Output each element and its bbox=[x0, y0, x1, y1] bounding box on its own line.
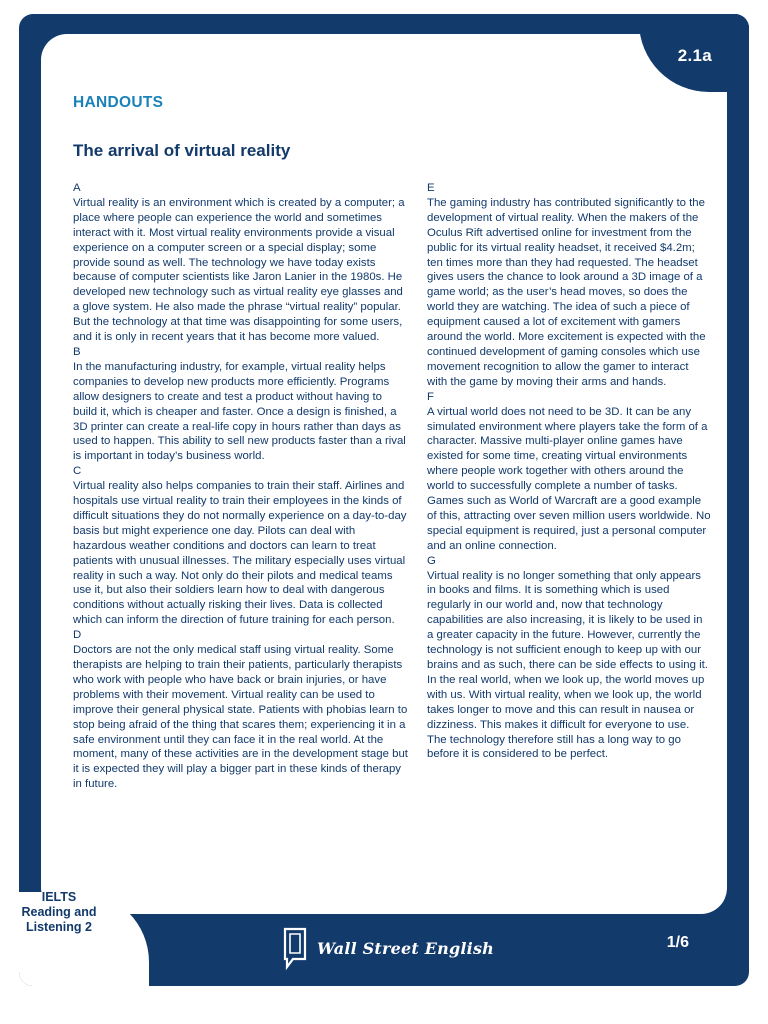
section-text: In the manufacturing industry, for example, virtual reality helps companies to develop new products more efficiently. Programs allow designers to create and test a product without having to build it, which is cheaper and faster. Once a design is finished, a 3D printer can create a real-life copy in hours rather than days as used to happen. This ability to sell new products faster than a rival is important in today’s business world. bbox=[73, 360, 406, 463]
page-title: The arrival of virtual reality bbox=[73, 141, 291, 160]
section-c bbox=[73, 464, 409, 628]
page-number: 1/6 bbox=[666, 934, 689, 951]
section-text: Virtual reality also helps companies to train their staff. Airlines and hospitals use virtual reality to train their employees in the kinds of difficult situations they do not normally experience on a day-to-day basis but might experience one day. Pilots can deal with hazardous weather conditions and doctors can learn to treat patients with unusual illnesses. The military especially uses virtual reality in such a way. Not only do their pilots and medical teams use it, but also their soldiers learn how to deal with dangerous conditions without actually risking their lives. Data is collected which can inform the direction of future training for each person. bbox=[73, 480, 407, 627]
text-column-left bbox=[73, 181, 409, 792]
section-code: 2.1a bbox=[677, 46, 712, 65]
course-name-line-2: Reading and bbox=[21, 905, 97, 919]
course-name bbox=[19, 890, 113, 935]
section-letter: A bbox=[73, 182, 81, 194]
section-letter: E bbox=[427, 182, 435, 194]
section-f bbox=[427, 390, 711, 554]
section-text: A virtual world does not need to be 3D. It can be any simulated environment where players take the form of a character. Massive multi-player online games have existed for some time, creating virtual environments where people work together with others around the world to successfully complete a number of tasks. Games such as World of Warcraft are a good example of this, attracting over seven million users worldwide. No special equipment is required, just a personal computer and an online connection. bbox=[427, 405, 711, 552]
brand-name: Wall Street English bbox=[317, 938, 494, 958]
course-name-line-3: Listening 2 bbox=[26, 920, 92, 934]
section-b bbox=[73, 345, 409, 464]
course-name-line-1: IELTS bbox=[41, 890, 77, 904]
section-e bbox=[427, 181, 711, 390]
section-text: Virtual reality is an environment which is created by a computer; a place where people can experience the world and sometimes interact with it. Most virtual reality environments provide a visual experience on a computer screen or a special display; some provide sound as well. The technology we have today exists because of computer scientists like Jaron Lanier in the 1980s. He developed new technology such as virtual reality eye glasses and a glove system. He also made the phrase “virtual reality” popular. But the technology at that time was disappointing for some users, and it is only in recent years that it has become more valued. bbox=[73, 196, 405, 344]
section-letter: D bbox=[73, 629, 82, 642]
section-letter: B bbox=[73, 345, 81, 358]
section-a bbox=[73, 181, 409, 345]
section-letter: G bbox=[427, 554, 436, 567]
page-footer bbox=[19, 890, 749, 986]
section-letter: C bbox=[73, 465, 82, 478]
section-d bbox=[73, 628, 409, 792]
section-g bbox=[427, 554, 711, 763]
section-text: The gaming industry has contributed significantly to the development of virtual reality. When the makers of the Oculus Rift advertised online for investment from the public for its virtual reality headset, it received $4.2m; ten times more than they had requested. The headset gives users the chance to look around a 3D image of a game world; as the user’s head moves, so does the world they are watching. The idea of such a piece of equipment caused a lot of excitement with gamers around the world. More excitement is expected with the continued development of gaming consoles which use movement recognition to allow the gamer to interact with the game by moving their arms and hands. bbox=[427, 196, 706, 388]
section-text: Doctors are not the only medical staff using virtual reality. Some therapists are helping to train their patients, particularly therapists who work with people who have back or brain injuries, or have problems with their movement. Virtual reality can be used to improve their general physical state. Patients with phobias learn to stop being afraid of the thing that scares them; experiencing it in a safe environment until they can face it in the real world. At the moment, many of these activities are in the development stage but it is expected they will play a bigger part in these kinds of therapy in future. bbox=[73, 644, 408, 791]
speech-bubble-logo-icon bbox=[279, 925, 309, 971]
handouts-label: HANDOUTS bbox=[73, 94, 164, 111]
text-column-right bbox=[427, 181, 711, 762]
brand-logo bbox=[279, 920, 494, 976]
section-text: Virtual reality is no longer something that only appears in books and films. It is something which is used regularly in our world and, now that technology capabilities are also increasing, it is likely to be used in a greater capacity in the future. However, currently the technology is not sufficient enough to keep up with our brains and as such, there can be side effects to using it. In the real world, when we look up, the world moves up with us. With virtual reality, when we look up, the world takes longer to move and this can result in nausea or dizziness. This makes it difficult for everyone to use. The technology therefore still has a long way to go before it is considered to be perfect. bbox=[427, 569, 708, 761]
section-letter: F bbox=[427, 390, 434, 403]
